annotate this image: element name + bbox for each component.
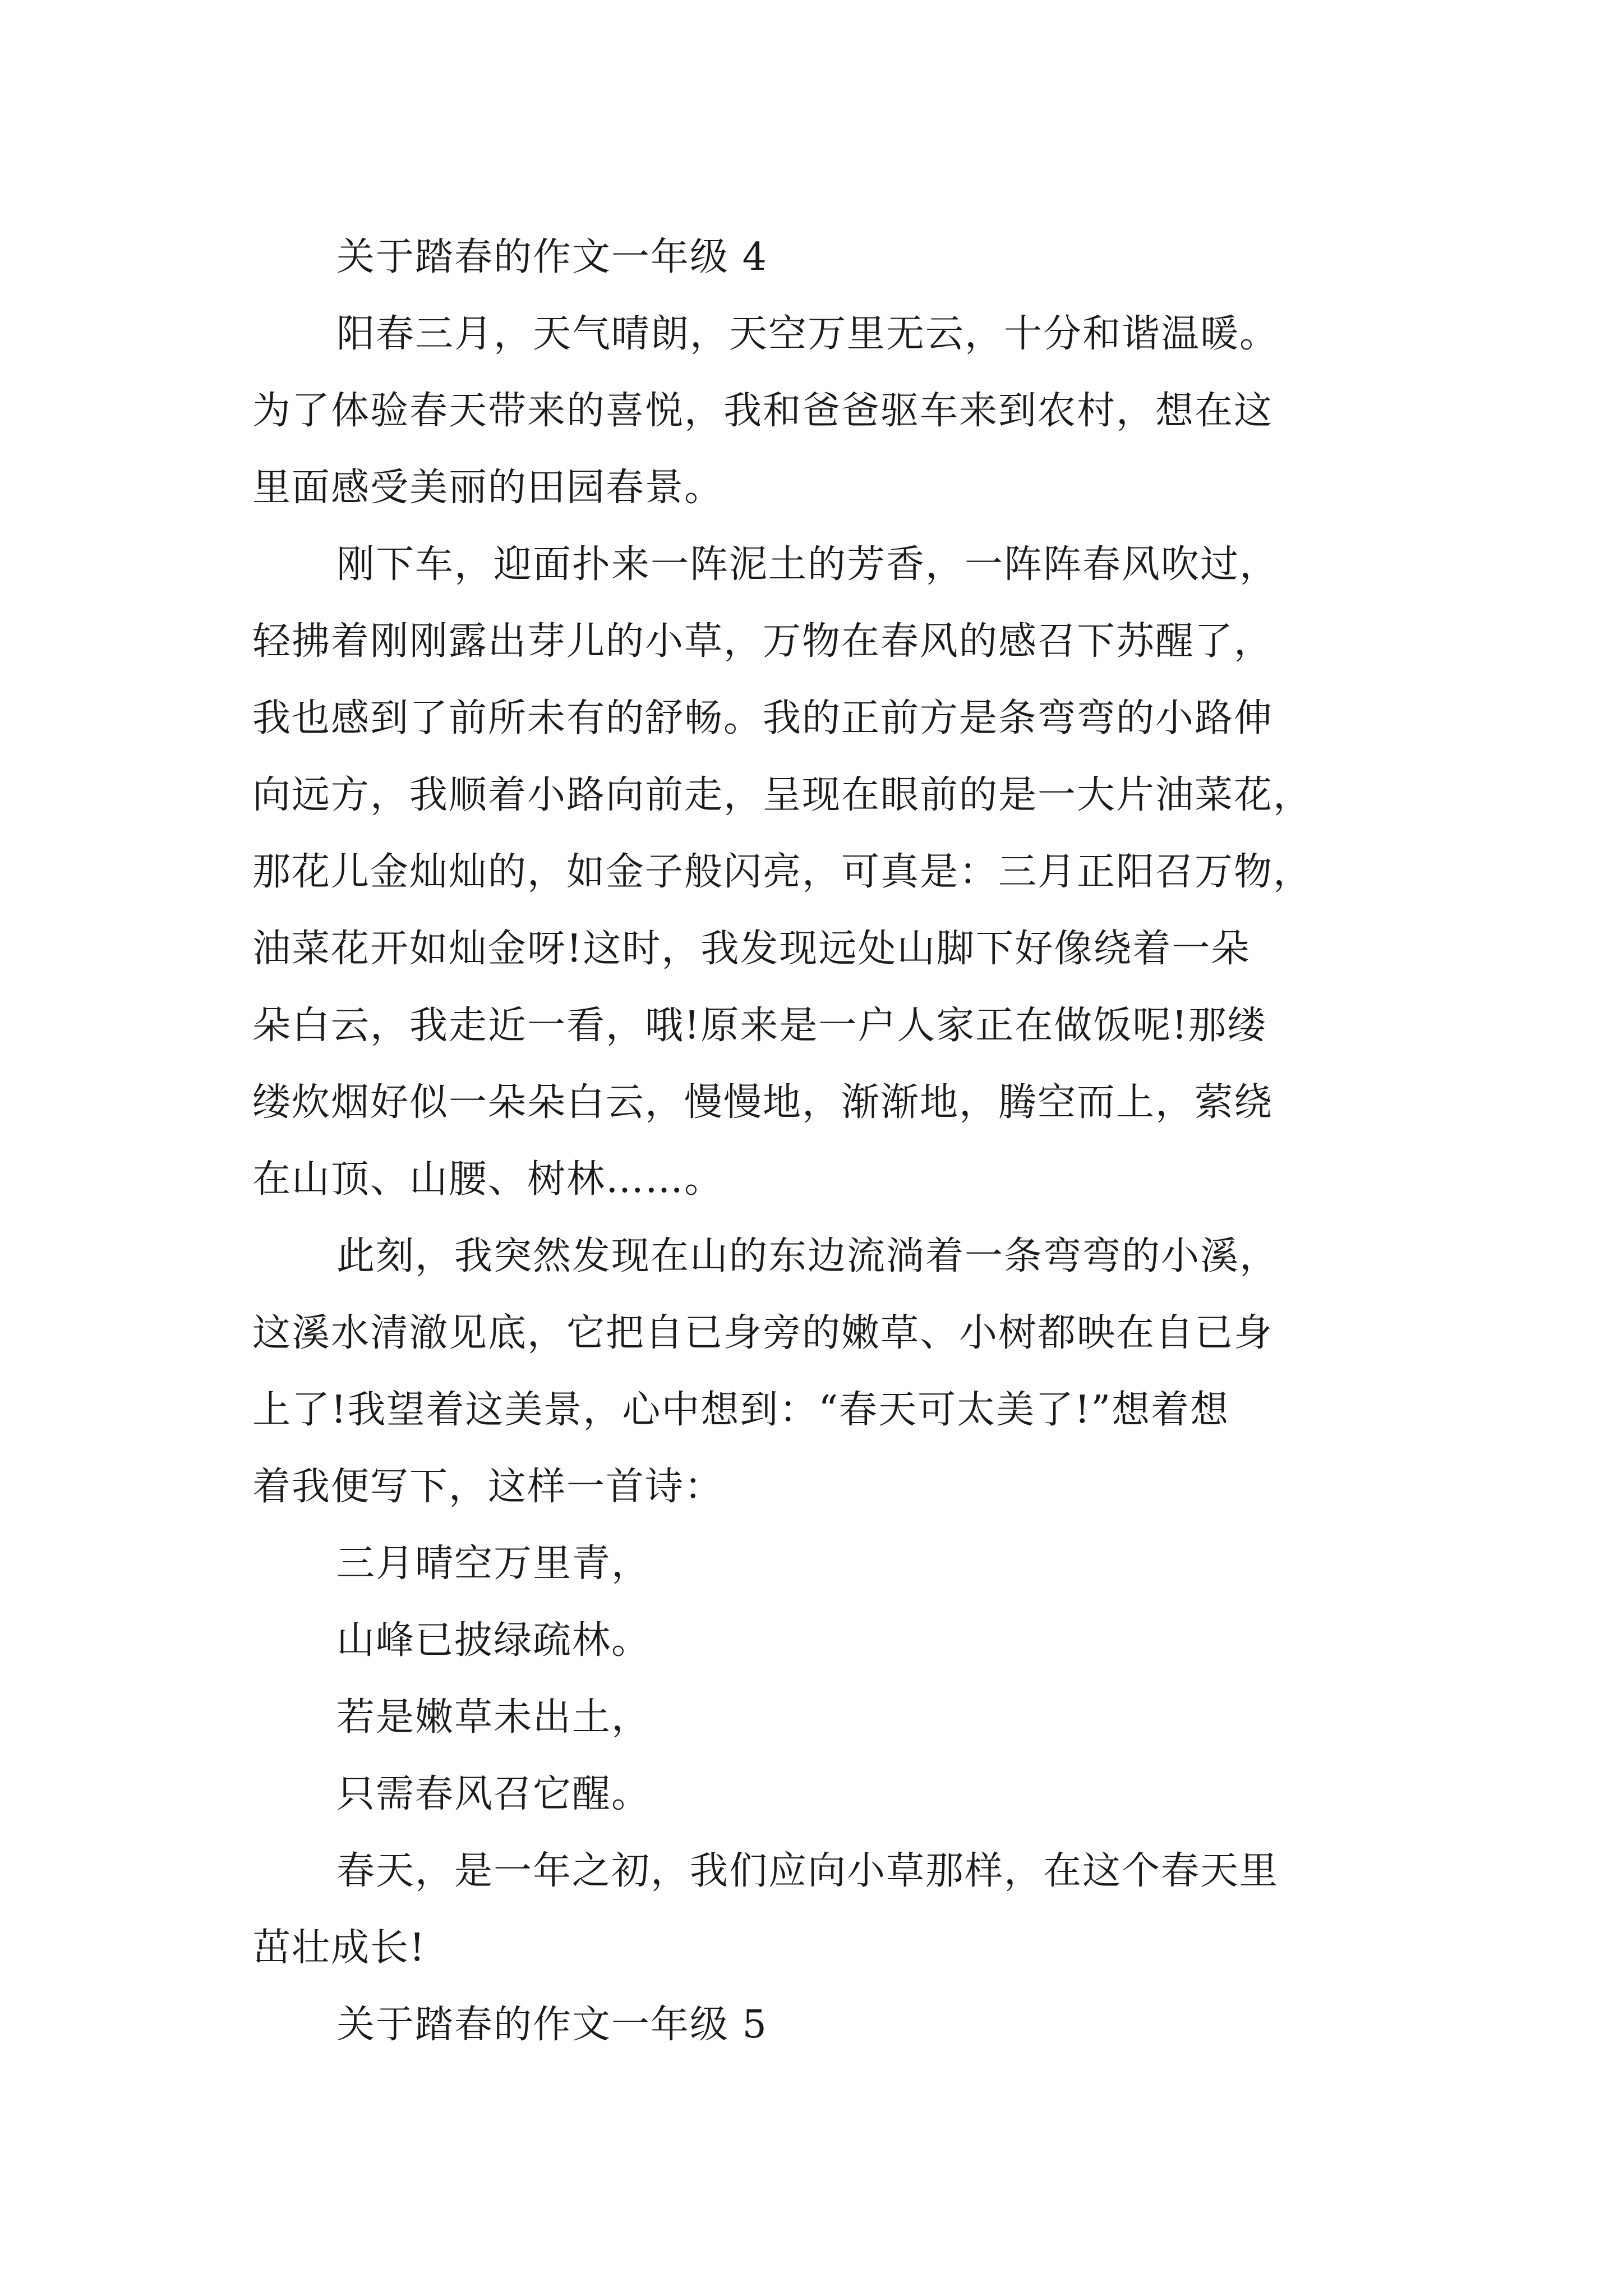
essay-title-5: 关于踏春的作文一年级 5: [336, 2003, 768, 2047]
document-body: [252, 219, 1391, 2063]
paragraph-line: 轻拂着刚刚露出芽儿的小草，万物在春风的感召下苏醒了，: [252, 619, 1274, 664]
paragraph-line: 油菜花开如灿金呀!这时，我发现远处山脚下好像绕着一朵: [252, 927, 1251, 971]
poem-line: 三月晴空万里青，: [336, 1542, 651, 1586]
paragraph-line: 着我便写下，这样一首诗：: [252, 1465, 724, 1509]
paragraph-line: 此刻，我突然发现在山的东边流淌着一条弯弯的小溪，: [336, 1234, 1279, 1278]
paragraph-line: 阳春三月，天气晴朗，天空万里无云，十分和谐温暖。: [336, 312, 1279, 356]
paragraph-line: 朵白云，我走近一看，哦!原来是一户人家正在做饭呢!那缕: [252, 1004, 1267, 1048]
paragraph-line: 我也感到了前所未有的舒畅。我的正前方是条弯弯的小路伸: [252, 696, 1274, 740]
paragraph-line: 刚下车，迎面扑来一阵泥土的芳香，一阵阵春风吹过，: [336, 542, 1279, 587]
essay-title-4: 关于踏春的作文一年级 4: [336, 235, 768, 279]
paragraph-line: 茁壮成长!: [252, 1926, 426, 1970]
paragraph-line: 缕炊烟好似一朵朵白云，慢慢地，渐渐地，腾空而上，萦绕: [252, 1080, 1274, 1125]
paragraph-line: 这溪水清澈见底，它把自已身旁的嫩草、小树都映在自已身: [252, 1311, 1274, 1355]
poem-line: 若是嫩草未出土，: [336, 1695, 651, 1740]
paragraph-line: 春天，是一年之初，我们应向小草那样，在这个春天里: [336, 1849, 1279, 1893]
paragraph-line: 为了体验春天带来的喜悦，我和爸爸驱车来到农村，想在这: [252, 389, 1274, 433]
paragraph-line: 里面感受美丽的田园春景。: [252, 466, 724, 510]
paragraph-line: 向远方，我顺着小路向前走，呈现在眼前的是一大片油菜花，: [252, 773, 1313, 817]
poem-line: 只需春风召它醒。: [336, 1772, 651, 1816]
paragraph-line: 在山顶、山腰、树林……。: [252, 1157, 724, 1202]
paragraph-line: 那花儿金灿灿的，如金子般闪亮，可真是：三月正阳召万物，: [252, 850, 1313, 894]
paragraph-line: 上了!我望着这美景，心中想到：“春天可太美了!”想着想: [252, 1388, 1230, 1432]
poem-line: 山峰已披绿疏林。: [336, 1618, 651, 1663]
